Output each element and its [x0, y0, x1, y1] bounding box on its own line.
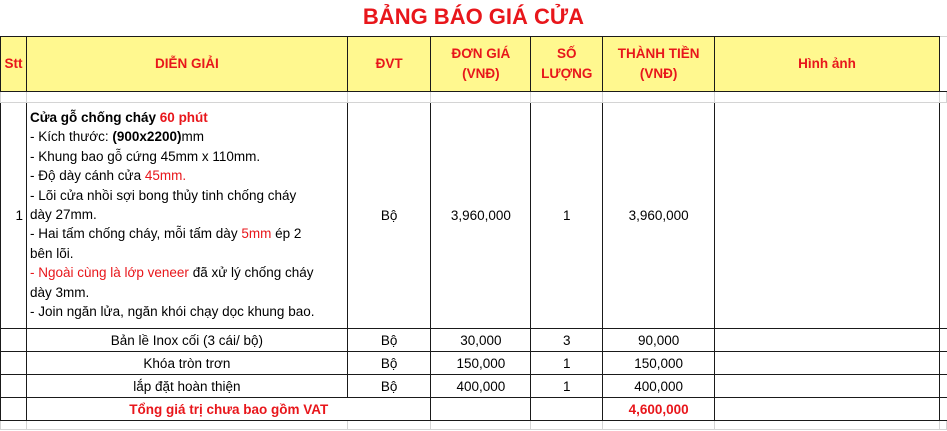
- row-amount: 400,000: [603, 375, 715, 398]
- main-item-description: Cửa gỗ chống cháy 60 phút - Kích thước: (900x2200)mm - Khung bao gỗ cứng 45mm x 110mm. - Độ dày cánh cửa 45mm. - Lõi cửa nhồi sợi bong thủy tinh chống cháy dày 27mm. - Hai tấm chống cháy, mỗi tấm dày 5mm ép 2 bên lõi. - Ngoài cùng là lớp veneer đã xử lý chống cháy dày 3mm. - Join ngăn lửa, ngăn khói chạy dọc khung bao.: [26, 103, 347, 329]
- spreadsheet-gridline-row: [1, 92, 947, 103]
- header-amount-line1: THÀNH TIỀN: [617, 46, 700, 61]
- total-value: 4,600,000: [603, 398, 715, 421]
- row-amount: 3,960,000: [603, 103, 715, 329]
- row-price: 150,000: [431, 352, 531, 375]
- row-description: Bản lề Inox cối (3 cái/ bộ): [26, 329, 347, 352]
- row-price: 3,960,000: [431, 103, 531, 329]
- row-unit: Bộ: [347, 352, 431, 375]
- header-unit: ĐVT: [347, 37, 431, 92]
- total-row: [1, 398, 947, 421]
- row-image: [714, 103, 939, 329]
- row-stt: 1: [1, 103, 27, 329]
- header-row: [1, 37, 947, 92]
- row-qty: 1: [531, 352, 603, 375]
- main-item-name: Cửa gỗ chống cháy: [29, 110, 157, 125]
- header-amount-line2: (VNĐ): [639, 66, 678, 81]
- main-item-fire-rating: 60 phút: [159, 110, 208, 125]
- header-image: Hình ảnh: [714, 37, 939, 92]
- table-row: [1, 375, 947, 398]
- header-unit-price: [431, 37, 531, 92]
- header-amount: [603, 37, 715, 92]
- table-row: [1, 329, 947, 352]
- header-unit-price-line2: (VNĐ): [462, 66, 500, 81]
- row-unit: Bộ: [347, 103, 431, 329]
- row-description: Khóa tròn trơn: [26, 352, 347, 375]
- row-price: 400,000: [431, 375, 531, 398]
- row-qty: 1: [531, 375, 603, 398]
- table-row: [1, 352, 947, 375]
- total-label: Tổng giá trị chưa bao gồm VAT: [26, 398, 431, 421]
- row-unit: Bộ: [347, 375, 431, 398]
- row-qty: 1: [531, 103, 603, 329]
- header-description: DIỄN GIẢI: [26, 37, 347, 92]
- page-title: BẢNG BÁO GIÁ CỬA: [362, 4, 585, 29]
- row-amount: 90,000: [603, 329, 715, 352]
- row-price: 30,000: [431, 329, 531, 352]
- table-row-main-item: [1, 103, 947, 329]
- header-unit-price-line1: ĐƠN GIÁ: [451, 46, 511, 61]
- header-stt: Stt: [1, 37, 27, 92]
- quotation-table: [0, 36, 947, 430]
- row-description: lắp đặt hoàn thiện: [26, 375, 347, 398]
- header-quantity: [531, 37, 603, 92]
- row-qty: 3: [531, 329, 603, 352]
- row-amount: 150,000: [603, 352, 715, 375]
- header-quantity-line2: LƯỢNG: [541, 66, 593, 81]
- header-quantity-line1: SỐ: [557, 46, 577, 61]
- row-unit: Bộ: [347, 329, 431, 352]
